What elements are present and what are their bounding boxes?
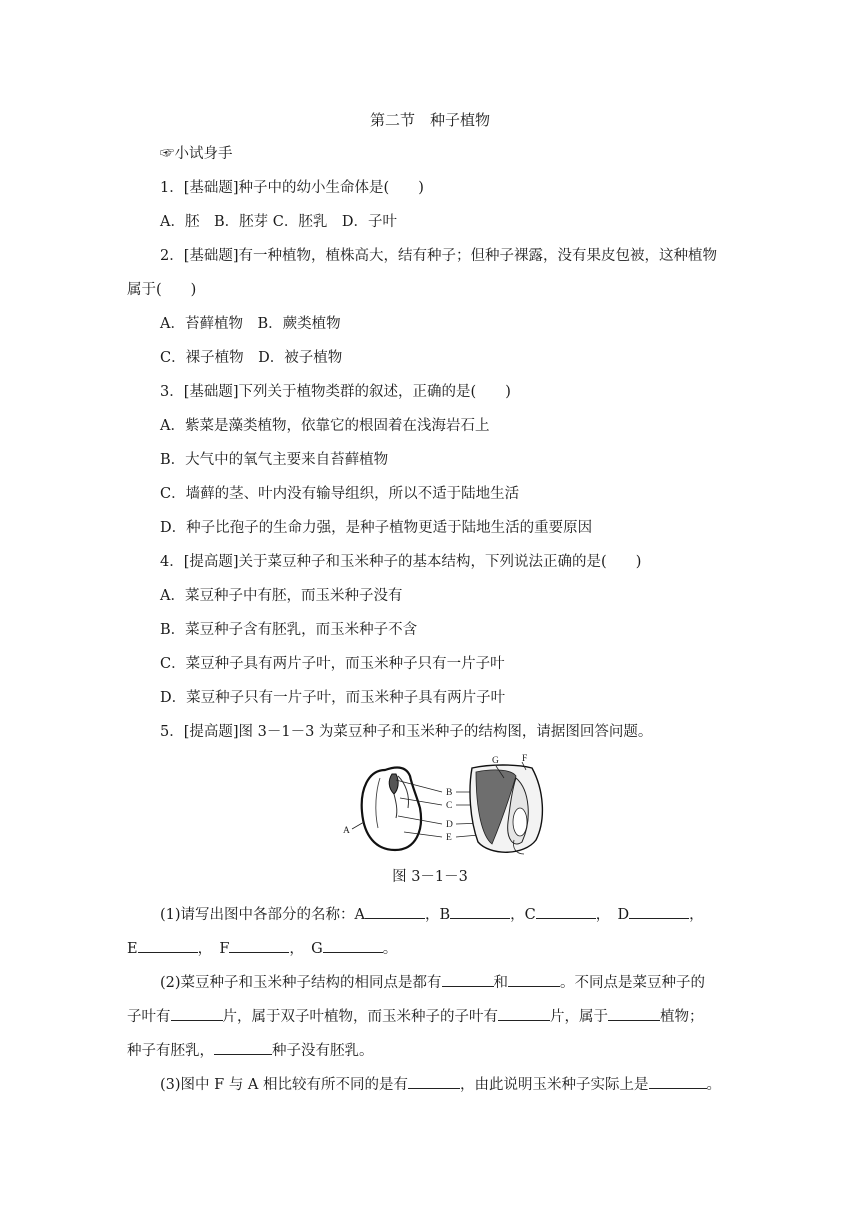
q5-part1-f: ， F [197, 941, 230, 957]
corn-seed-drawing [470, 765, 542, 854]
q2-stem-line2: 属于( ) [127, 282, 197, 298]
q5-part1-c: ，C [510, 907, 536, 923]
q5-stem: 5．[提高题]图 3－1－3 为菜豆种子和玉米种子的结构图，请据图回答问题。 [160, 724, 653, 740]
q5-part3-s2: ，由此说明玉米种子实际上是 [460, 1077, 649, 1093]
q4-option-c: C．菜豆种子具有两片子叶，而玉米种子只有一片子叶 [160, 656, 505, 672]
q5-part2-line2 [127, 1006, 704, 1027]
figure-label-c: C [446, 801, 453, 811]
answer-blank-d[interactable] [629, 904, 689, 919]
figure-label-d: D [446, 820, 453, 830]
figure-label-g: G [492, 756, 499, 766]
answer-blank-conclusion[interactable] [649, 1074, 707, 1089]
q5-part2-s9: 种子没有胚乳。 [272, 1043, 374, 1059]
q3-option-a: A．紫菜是藻类植物，依靠它的根固着在浅海岩石上 [160, 418, 490, 434]
q4-option-a: A．菜豆种子中有胚，而玉米种子没有 [160, 588, 403, 604]
figure-label-a: A [343, 826, 350, 836]
q1-options: A．胚 B．胚芽 C．胚乳 D．子叶 [160, 214, 397, 230]
answer-blank-b[interactable] [450, 904, 510, 919]
q5-part1-d: ， D [595, 907, 630, 923]
seed-structure-figure [340, 750, 550, 860]
page-title: 第二节 种子植物 [369, 111, 490, 129]
q5-part2-line1 [160, 972, 705, 993]
q3-option-b: B．大气中的氧气主要来自苔藓植物 [160, 452, 389, 468]
answer-blank-a[interactable] [365, 904, 425, 919]
bean-seed-drawing [362, 768, 421, 850]
answer-blank-c[interactable] [536, 904, 596, 919]
q5-part2-s5: 片，属于双子叶植物，而玉米种子的子叶有 [222, 1009, 498, 1025]
answer-blank-e[interactable] [138, 938, 198, 953]
q2-options-cd: C．裸子植物 D．被子植物 [160, 350, 343, 366]
q2-options-ab: A．苔藓植物 B．蕨类植物 [160, 316, 341, 332]
figure-caption: 图 3－1－3 [392, 869, 468, 885]
q5-part2-s2: 和 [493, 975, 509, 991]
answer-blank-corn-count[interactable] [498, 1006, 550, 1021]
section-heading: ☞小试身手 [160, 146, 233, 162]
q3-option-c: C．墙藓的茎、叶内没有输导组织，所以不适于陆地生活 [160, 486, 520, 502]
answer-blank-no-endosperm[interactable] [214, 1040, 272, 1055]
q5-part2-s4: 子叶有 [127, 1009, 171, 1025]
q5-part1-g: ， G [289, 941, 323, 957]
q4-option-b: B．菜豆种子含有胚乳，而玉米种子不含 [160, 622, 418, 638]
q3-stem: 3．[基础题]下列关于植物类群的叙述，正确的是( ) [160, 384, 511, 400]
answer-blank-corn-type[interactable] [608, 1006, 660, 1021]
q1-stem: 1．[基础题]种子中的幼小生命体是( ) [160, 180, 424, 196]
q3-option-d: D．种子比孢子的生命力强，是种子植物更适于陆地生活的重要原因 [160, 520, 593, 536]
q5-part2-s6: 片，属于 [550, 1009, 608, 1025]
q5-part2-s7: 植物； [660, 1009, 704, 1025]
q5-part1-end2: 。 [382, 941, 398, 957]
q5-part1-b: ，B [425, 907, 451, 923]
q5-part2-line3 [127, 1040, 374, 1061]
answer-blank-same-1[interactable] [442, 972, 494, 987]
figure-label-e: E [446, 833, 452, 843]
q5-part1-end1: ， [689, 907, 704, 923]
q5-part2-s1: (2)菜豆种子和玉米种子结构的相同点是都有 [160, 975, 442, 991]
answer-blank-same-2[interactable] [508, 972, 560, 987]
q4-option-d: D．菜豆种子只有一片子叶，而玉米种子具有两片子叶 [160, 690, 506, 706]
answer-blank-f[interactable] [229, 938, 289, 953]
q4-stem: 4．[提高题]关于菜豆种子和玉米种子的基本结构，下列说法正确的是( ) [160, 554, 642, 570]
answer-blank-g[interactable] [323, 938, 383, 953]
answer-blank-bean-count[interactable] [171, 1006, 223, 1021]
q5-part2-s3: 。不同点是菜豆种子的 [560, 975, 706, 991]
q5-part1-line2 [127, 938, 397, 959]
figure-label-b: B [446, 788, 453, 798]
q5-part1-lead: (1)请写出图中各部分的名称：A [160, 907, 366, 923]
q5-part1-e: E [127, 941, 138, 957]
q2-stem-line1: 2．[基础题]有一种植物，植株高大，结有种子；但种子裸露，没有果皮包被，这种植物 [160, 248, 718, 264]
q5-part3-s3: 。 [706, 1077, 722, 1093]
q5-part3-s1: (3)图中 F 与 A 相比较有所不同的是有 [160, 1077, 409, 1093]
answer-blank-difference[interactable] [408, 1074, 460, 1089]
figure-label-f: F [522, 754, 528, 764]
q5-part1-line1 [160, 904, 704, 925]
q5-part2-s8: 种子有胚乳， [127, 1043, 214, 1059]
q5-part3-line [160, 1074, 721, 1095]
